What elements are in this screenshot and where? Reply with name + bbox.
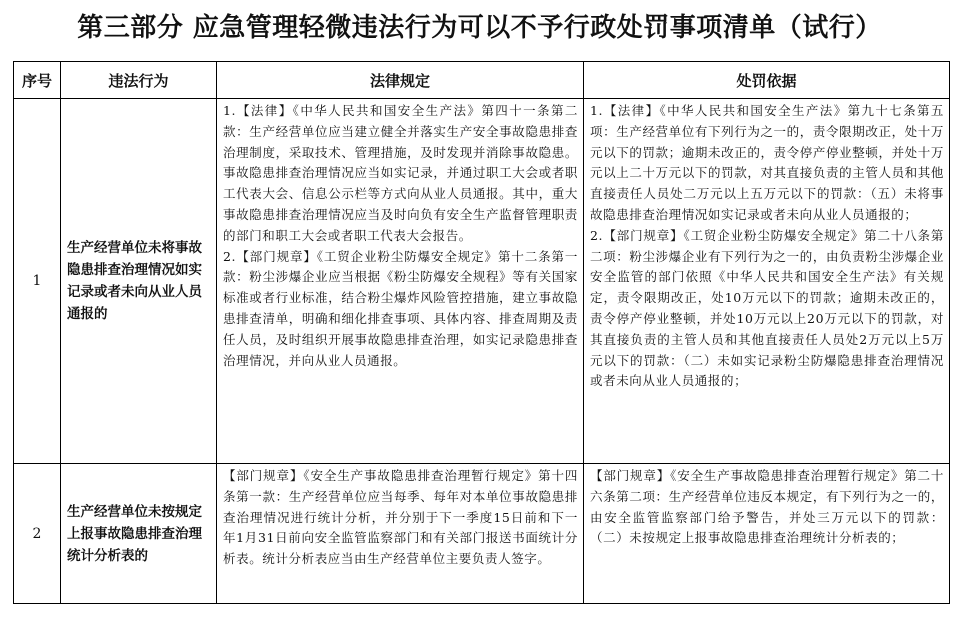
penalty-item: 1.【法律】《中华人民共和国安全生产法》第九十七条第五项：生产经营单位有下列行为之一的，责令限期改正，处十万元以下的罚款；逾期未改正的，责令停产停业整顿，并处十万元以上二十万元以下的罚款，对其直接负责的主管人员和其他直接责任人员处二万元以上五万元以下的罚款：（五）未将事故隐患排查治理情况如实记录或者未向从业人员通报的；: [590, 103, 944, 222]
row-index: 1: [14, 99, 61, 464]
table-row: [14, 464, 950, 604]
header-legal-provision: 法律规定: [217, 62, 584, 99]
row-index: 2: [14, 464, 61, 604]
legal-item: 1.【法律】《中华人民共和国安全生产法》第四十一条第二款：生产经营单位应当建立健全并落实生产安全事故隐患排查治理制度，采取技术、管理措施，及时发现并消除事故隐患。事故隐患排查治理情况应当如实记录，并通过职工大会或者职工代表大会、信息公示栏等方式向从业人员通报。其中，重大事故隐患排查治理情况应当及时向负有安全生产监督管理职责的部门和职工大会或者职工代表大会报告。: [223, 103, 578, 243]
penalty-item: 2.【部门规章】《工贸企业粉尘防爆安全规定》第二十八条第二项：粉尘涉爆企业有下列行为之一的，由负责粉尘涉爆企业安全监管的部门依照《中华人民共和国安全生产法》有关规定，责令限期改正，处10万元以下的罚款；逾期未改正的，责令停产停业整顿，并处10万元以上20万元以下的罚款，对其直接负责的主管人员和其他直接责任人员处2万元以上5万元以下的罚款：（二）未如实记录粉尘防爆隐患排查治理情况或者未向从业人员通报的；: [590, 227, 944, 389]
legal-item: 【部门规章】《安全生产事故隐患排查治理暂行规定》第十四条第一款：生产经营单位应当每季、每年对本单位事故隐患排查治理情况进行统计分析，并分别于下一季度15日前和下一年1月31日前向安全监管监察部门和有关部门报送书面统计分析表。统计分析表应当由生产经营单位主要负责人签字。: [223, 468, 578, 567]
page-title: 第三部分 应急管理轻微违法行为可以不予行政处罚事项清单（试行）: [77, 13, 882, 43]
row-legal-provision: [217, 99, 584, 464]
table-header-row: [14, 62, 950, 99]
header-behavior: 违法行为: [61, 62, 217, 99]
legal-item: 2.【部门规章】《工贸企业粉尘防爆安全规定》第十二条第一款：粉尘涉爆企业应当根据《粉尘防爆安全规程》等有关国家标准或者行业标准，结合粉尘爆炸风险管控措施，建立事故隐患排查清单，明确和细化排查事项、具体内容、排查周期及责任人员，及时组织开展事故隐患排查治理，如实记录隐患排查治理情况，并向从业人员通报。: [223, 248, 578, 368]
penalty-item: 【部门规章】《安全生产事故隐患排查治理暂行规定》第二十六条第二项：生产经营单位违反本规定，有下列行为之一的，由安全监管监察部门给予警告，并处三万元以下的罚款：（二）未按规定上报事故隐患排查治理统计分析表的；: [590, 468, 944, 546]
penalty-exemption-table: [13, 61, 950, 604]
row-behavior: 生产经营单位未按规定上报事故隐患排查治理统计分析表的: [61, 464, 217, 604]
row-behavior: 生产经营单位未将事故隐患排查治理情况如实记录或者未向从业人员通报的: [61, 99, 217, 464]
row-legal-provision: [217, 464, 584, 604]
row-penalty-basis: [584, 99, 950, 464]
table-row: [14, 99, 950, 464]
header-index: 序号: [14, 62, 61, 99]
row-penalty-basis: [584, 464, 950, 604]
header-penalty-basis: 处罚依据: [584, 62, 950, 99]
